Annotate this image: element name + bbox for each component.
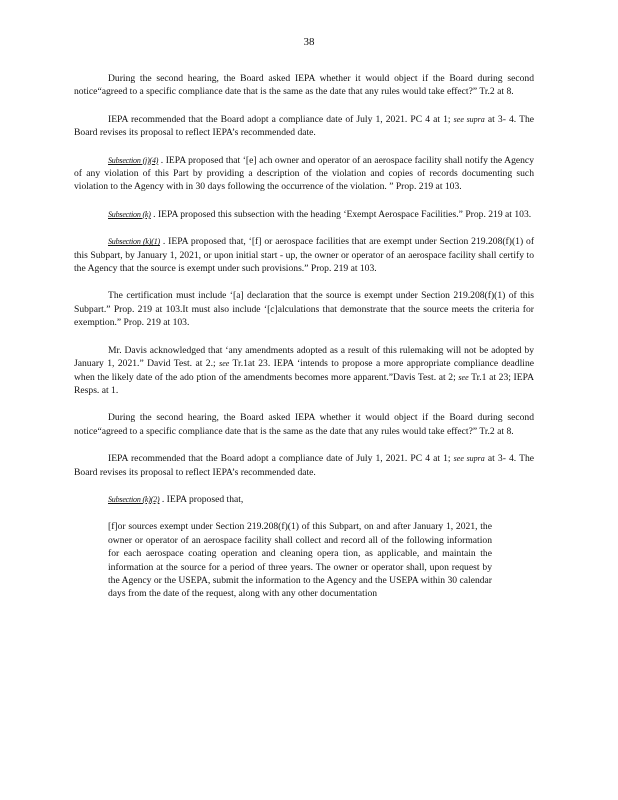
paragraph-subsection-k1	[74, 235, 534, 275]
paragraph-text: IEPA recommended that the Board adopt a compliance date of July 1, 2021. PC 4 at 1;	[108, 453, 454, 465]
paragraph-compliance-date-repeat	[74, 452, 534, 479]
block-quote: [f]or sources exempt under Section 219.208(f)(1) of this Subpart, on and after January 1, 2021, the owner or operator of an aerospace facility shall collect and record all of the following information for each aerospace coating operation and cleaning opera tion, as applicable, and maintain the information at the source for a period of three years. The owner or operator shall, upon request by the Agency or the USEPA, submit the information to the Agency and the USEPA within 30 calendar days from the date of the request, along with any other documentation	[108, 521, 492, 600]
paragraph-text: During the second hearing, the Board asked IEPA whether it would object if the Board during second notice“agreed to a specific compliance date that is the same as the date that any rules would take effect?” Tr.2 at 8.	[74, 73, 534, 98]
subsection-heading: Subsection (k)	[108, 209, 151, 219]
paragraph-text: . IEPA proposed that ‘[e] ach owner and operator of an aerospace facility shall notify the Agency of any violation of this Part by providing a description of the violation and copies of records documenting such violation to the Agency with in 30 days following the occurrence of the violation. ” Prop. 219 at 103.	[74, 154, 534, 193]
paragraph-davis	[74, 344, 534, 398]
citation: see supra	[453, 114, 485, 124]
citation: see supra	[453, 454, 485, 464]
paragraph-text: The certification must include ‘[a] declaration that the source is exempt under Section 219.208(f)(1) of this Subpart.” Prop. 219 at 103.It must also include ‘[c]alculations that demonstrate that the source meets the criteria for exemption.” Prop. 219 at 103.	[74, 290, 534, 329]
citation: see	[458, 372, 469, 382]
paragraph-certification	[74, 289, 534, 329]
paragraph-compliance-date	[74, 113, 534, 140]
page-number: 38	[303, 36, 315, 48]
paragraph-subsection-k2	[74, 493, 534, 506]
subsection-heading: Subsection (k)(1)	[108, 237, 160, 247]
subsection-heading: Subsection (j)(4)	[108, 155, 159, 165]
citation: see	[219, 359, 230, 369]
paragraph-text: . IEPA proposed that, ‘[f] or aerospace facilities that are exempt under Section 219.208(f)(1) of this Subpart, by January 1, 2021, or upon initial start - up, the owner or operator of an aerospace facility shall certify to the Agency that the source is exempt under such provisions.” Prop. 219 at 103.	[74, 236, 535, 275]
paragraph-text: at 3- 4. The Board revises its proposal to reflect IEPA’s recommended date.	[74, 113, 534, 139]
paragraph-text: . IEPA proposed this subsection with the heading ‘Exempt Aerospace Facilities.” Prop. 219 at 103.	[150, 208, 532, 220]
subsection-heading: Subsection (k)(2)	[108, 494, 160, 504]
paragraph-text: During the second hearing, the Board asked IEPA whether it would object if the Board during second notice“agreed to a specific compliance date that is the same as the date that any rules would take effect?” Tr.2 at 8.	[74, 412, 534, 437]
paragraph-text: . IEPA proposed that,	[159, 493, 244, 505]
page-body	[74, 72, 534, 601]
paragraph-text: at 3- 4. The Board revises its proposal to reflect IEPA’s recommended date.	[74, 453, 534, 478]
paragraph-text: Mr. Davis acknowledged that ‘any amendments adopted as a result of this rulemaking will not be adopted by January 1, 2021.” David Test. at 2.;	[74, 344, 534, 370]
paragraph-text: IEPA recommended that the Board adopt a compliance date of July 1, 2021. PC 4 at 1;	[108, 113, 454, 125]
paragraph-second-hearing-repeat	[74, 411, 534, 438]
paragraph-subsection-k	[74, 208, 534, 221]
paragraph-text: Tr.1 at 23; IEPA Resps. at 1.	[74, 371, 534, 396]
paragraph-subsection-j4	[74, 154, 534, 194]
paragraph-second-hearing	[74, 72, 534, 99]
paragraph-text: Tr.1at 23. IEPA ‘intends to propose a more appropriate compliance deadline when the likely date of the ado ption of the amendments becomes more apparent.”Davis Test. at 2;	[74, 358, 534, 383]
